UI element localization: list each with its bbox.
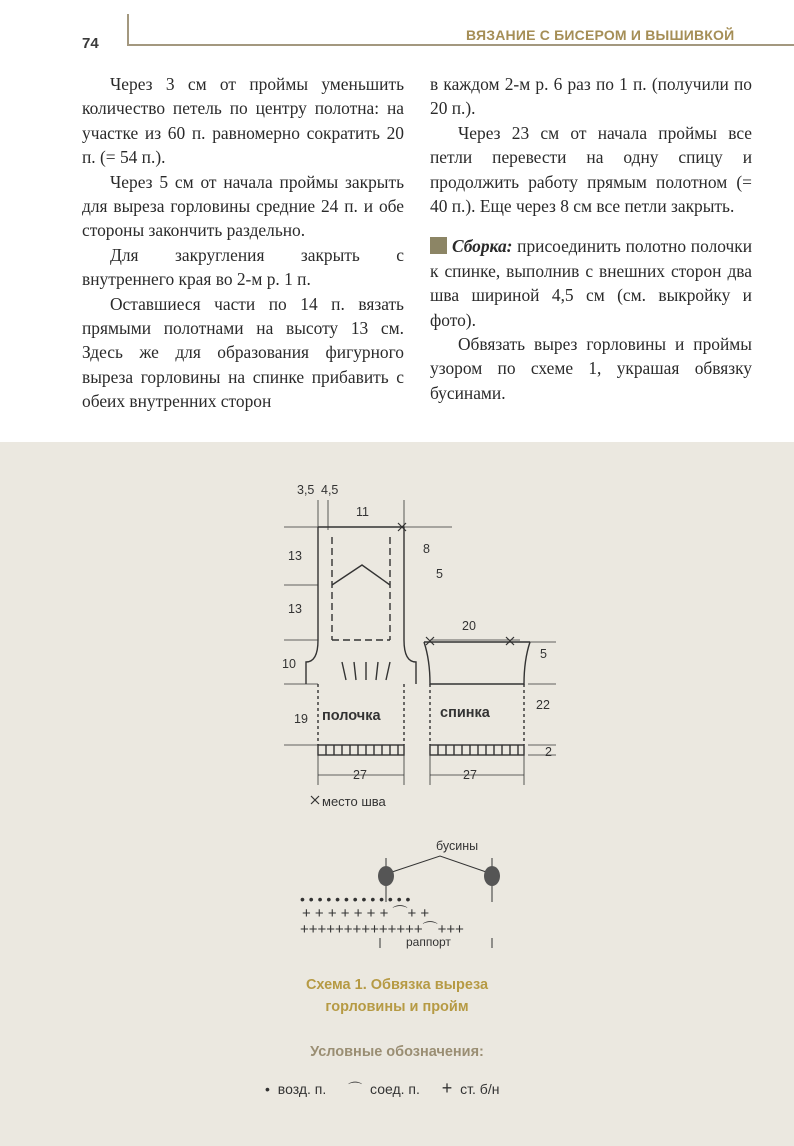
beads-label: бусины — [436, 839, 479, 853]
stitch-row-chains: • • • • • • • • • • • • • — [300, 891, 411, 907]
stitch-row-sc-top: + + + + + + + ⌒+ + — [302, 905, 430, 922]
seam-note: место шва — [322, 794, 386, 809]
paragraph: Оставшиеся части по 14 п. вязать прямыми полотнами на высоту 13 см. Здесь же для образования фигурного выреза горловины на спинке прибавить с обеих внутренних сторон — [82, 293, 404, 412]
dim-bottom-front: 27 — [353, 768, 367, 782]
dim-side-13b: 13 — [288, 602, 302, 616]
single-crochet-icon: + — [441, 1078, 453, 1098]
legend-label-chain: возд. п. — [277, 1081, 327, 1097]
front-band — [318, 745, 404, 755]
paragraph: Обвязать вырез горловины и проймы узором по схеме 1, украшая обвязку бусинами. — [430, 334, 752, 403]
chain-stitch-icon: • — [265, 1081, 270, 1097]
bead-icon — [378, 866, 394, 886]
front-label: полочка — [322, 708, 381, 724]
header-rule — [128, 44, 794, 46]
header-divider-vertical — [127, 14, 129, 46]
dim-side-10: 10 — [282, 657, 296, 671]
dim-right-5a: 5 — [436, 567, 443, 581]
section-title: ВЯЗАНИЕ С БИСЕРОМ И ВЫШИВКОЙ — [466, 27, 735, 43]
paragraph: Через 23 см от начала проймы все петли перевести на одну спицу и продолжить работу прямым полотном (= 40 п.). Еще через 8 см все петли закрыть. — [430, 122, 752, 217]
dim-top-a: 3,5 — [297, 483, 315, 497]
paragraph: Для закругления закрыть с внутреннего края во 2-м р. 1 п. — [82, 244, 404, 290]
assembly-paragraph — [430, 234, 752, 332]
legend-label-sc: ст. б/н — [460, 1081, 500, 1097]
bead-icon — [484, 866, 500, 886]
dim-back-width: 20 — [462, 619, 476, 633]
stitch-row-sc-base: ++++++++++++++⌒+++ — [300, 921, 464, 938]
dim-side-19: 19 — [294, 712, 308, 726]
front-gathers — [342, 662, 390, 680]
page-number: 74 — [82, 35, 99, 52]
dim-side-13a: 13 — [288, 549, 302, 563]
band-ticks — [326, 745, 518, 755]
assembly-label: Сборка: — [452, 236, 513, 257]
dim-top-width: 11 — [356, 505, 369, 519]
seam-mark-icon — [398, 523, 514, 645]
pattern-diagram — [0, 442, 794, 1146]
dimension-lines — [284, 527, 556, 775]
dim-right-8: 8 — [423, 542, 430, 556]
bead-connector-lines — [386, 856, 492, 874]
text-column-left — [82, 72, 404, 414]
back-label: спинка — [440, 705, 490, 721]
dim-top-b: 4,5 — [321, 483, 339, 497]
paragraph: Через 3 см от проймы уменьшить количество петель по центру полотна: на участке из 60 п. равномерно сократить 20 п. (= 54 п.). — [82, 74, 404, 168]
legend-title: Условные обозначения: — [310, 1044, 484, 1060]
assembly-text: присоединить полотно полочки к спинке, выполнив с внешних сторон два шва шириной 4,5 см (см. выкройку и фото). — [430, 236, 752, 330]
dim-right-5b: 5 — [540, 647, 547, 661]
back-outline — [424, 642, 530, 684]
paragraph: в каждом 2-м р. 6 раз по 1 п. (получили по 20 п.). — [430, 74, 752, 119]
seam-legend-icon — [311, 796, 319, 804]
scheme-caption-line2: горловины и пройм — [325, 999, 469, 1015]
square-bullet-icon — [430, 237, 447, 254]
front-outline — [306, 527, 416, 684]
legend-label-slip: соед. п. — [370, 1081, 420, 1097]
dim-right-2: 2 — [545, 745, 552, 759]
legend — [265, 1078, 499, 1099]
dim-bottom-back: 27 — [463, 768, 477, 782]
text-column-right — [430, 72, 752, 405]
slip-stitch-icon: ⌒ — [348, 1081, 363, 1097]
scheme-caption-line1: Схема 1. Обвязка выреза — [305, 977, 489, 993]
front-neckline — [332, 537, 390, 640]
front-neck-curve — [332, 565, 390, 585]
stitch-scheme — [280, 836, 540, 952]
paragraph: Через 5 см от начала проймы закрыть для выреза горловины средние 24 п. и обе стороны закончить раздельно. — [82, 171, 404, 241]
repeat-label: раппорт — [406, 935, 451, 949]
dim-right-22: 22 — [536, 698, 550, 712]
